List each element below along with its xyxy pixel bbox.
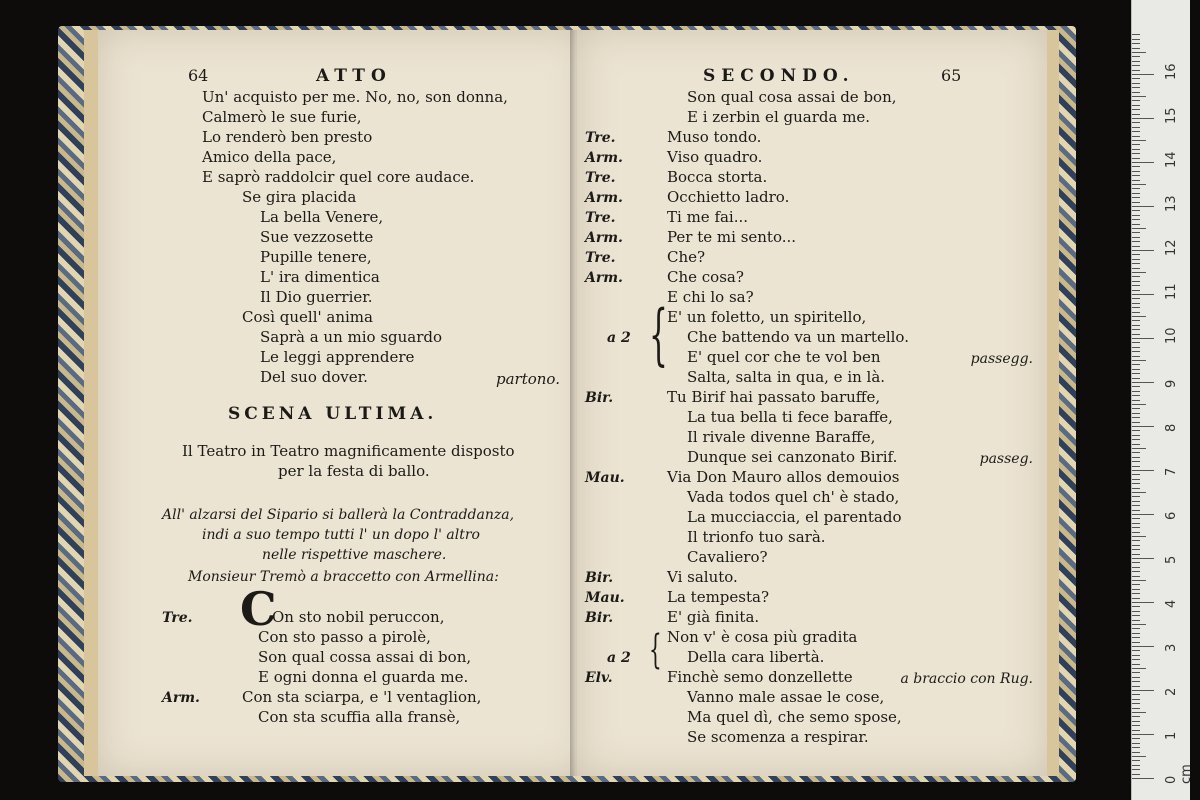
ruler-tick <box>1132 78 1140 79</box>
ruler-number: 16 <box>1164 63 1179 80</box>
ruler-tick <box>1132 422 1140 423</box>
ruler-tick <box>1132 342 1140 343</box>
ruler-tick <box>1132 738 1140 739</box>
dialogue-line: Occhietto ladro. <box>667 188 790 206</box>
ruler-tick <box>1132 83 1140 84</box>
ruler-tick <box>1132 136 1140 137</box>
ruler-tick <box>1132 281 1140 282</box>
ruler-tick <box>1132 338 1154 339</box>
ruler-tick <box>1132 378 1140 379</box>
ruler-tick <box>1132 677 1140 678</box>
ruler-tick <box>1132 263 1140 264</box>
dialogue-line: Bocca storta. <box>667 168 768 186</box>
ruler-tick <box>1132 122 1140 123</box>
ruler-tick <box>1132 642 1140 643</box>
ruler-tick <box>1132 650 1140 651</box>
ruler-tick <box>1132 426 1154 427</box>
ruler-tick <box>1132 153 1140 154</box>
ruler-tick <box>1132 43 1140 44</box>
ruler-tick <box>1132 303 1140 304</box>
ruler-tick <box>1132 479 1140 480</box>
ruler-tick <box>1132 386 1140 387</box>
ruler-tick <box>1132 655 1140 656</box>
ruler-tick <box>1132 241 1140 242</box>
ruler-tick <box>1132 206 1154 207</box>
ruler-tick <box>1132 52 1146 53</box>
dialogue-line: La tua bella ti fece baraffe, <box>687 408 893 426</box>
ruler-tick <box>1132 637 1140 638</box>
ruler-tick <box>1132 615 1140 616</box>
ruler-tick <box>1132 668 1146 669</box>
stage-direction: Monsieur Tremò a braccetto con Armellina: <box>188 569 499 585</box>
dialogue-line: Non v' è cosa più gradita <box>667 628 858 646</box>
ruler-tick <box>1132 584 1140 585</box>
aria-line: Le leggi apprendere <box>260 348 415 366</box>
dialogue-line: Viso quadro. <box>667 148 763 166</box>
dialogue-line: E' quel cor che te vol ben <box>687 348 881 366</box>
ruler-tick <box>1132 312 1140 313</box>
ruler-tick <box>1132 444 1140 445</box>
ruler-tick <box>1132 329 1140 330</box>
dialogue-line: Con sto passo a pirolè, <box>258 628 431 646</box>
ruler-tick <box>1132 747 1140 748</box>
ruler-tick <box>1132 712 1146 713</box>
ruler-tick <box>1132 360 1146 361</box>
dialogue-line: Ma quel dì, che semo spose, <box>687 708 902 726</box>
ruler-tick <box>1132 448 1146 449</box>
ruler-tick <box>1132 158 1140 159</box>
ruler-tick <box>1132 778 1154 779</box>
dialogue-line: Il rivale divenne Baraffe, <box>687 428 876 446</box>
ruler-number: 15 <box>1164 107 1179 124</box>
ruler-tick <box>1132 382 1154 383</box>
dialogue-line: Dunque sei canzonato Birif. <box>687 448 898 466</box>
dialogue-line: Tu Birif hai passato baruffe, <box>667 388 881 406</box>
ruler-tick <box>1132 56 1140 57</box>
dialogue-line: E' già finita. <box>667 608 760 626</box>
aria-line: Del suo dover. <box>260 368 368 386</box>
ruler-tick <box>1132 439 1140 440</box>
ruler-tick <box>1132 536 1146 537</box>
dialogue-line: La mucciaccia, el parentado <box>687 508 902 526</box>
ruler-tick <box>1132 501 1140 502</box>
dialogue-line: Della cara libertà. <box>687 648 825 666</box>
ruler-tick <box>1132 620 1140 621</box>
ruler-tick <box>1132 769 1140 770</box>
ruler-tick <box>1132 210 1140 211</box>
ruler-tick <box>1132 430 1140 431</box>
speaker-label: Bir. <box>585 610 614 626</box>
ruler-number: 14 <box>1164 151 1179 168</box>
ruler-tick <box>1132 598 1140 599</box>
ruler-tick <box>1132 180 1140 181</box>
speaker-label: Tre. <box>585 170 616 186</box>
dialogue-line: Il trionfo tuo sarà. <box>687 528 826 546</box>
ruler-tick <box>1132 488 1140 489</box>
ruler-tick <box>1132 188 1140 189</box>
ruler-tick <box>1132 593 1140 594</box>
ruler-tick <box>1132 611 1140 612</box>
speaker-label: Bir. <box>585 390 614 406</box>
stage-direction: All' alzarsi del Sipario si ballerà la Contraddanza, <box>162 507 515 523</box>
aria-line: Sue vezzosette <box>260 228 374 246</box>
speaker-label: Tre. <box>585 130 616 146</box>
ruler-tick <box>1132 496 1140 497</box>
ruler-tick <box>1132 48 1140 49</box>
ruler-tick <box>1132 246 1140 247</box>
ruler-tick <box>1132 703 1140 704</box>
ruler-number: 11 <box>1164 283 1179 300</box>
ruler-tick <box>1132 105 1140 106</box>
ruler-tick <box>1132 474 1140 475</box>
dialogue-line: Vi saluto. <box>667 568 738 586</box>
ruler-tick <box>1132 391 1140 392</box>
ruler-tick <box>1132 202 1140 203</box>
dialogue-line: E ogni donna el guarda me. <box>258 668 469 686</box>
ruler-tick <box>1132 417 1140 418</box>
verse-line: Lo renderò ben presto <box>202 128 373 146</box>
ruler-number: 4 <box>1164 599 1179 608</box>
ruler-tick <box>1132 518 1140 519</box>
ruler-tick <box>1132 540 1140 541</box>
scene-description: Il Teatro in Teatro magnificamente disposto <box>182 442 515 460</box>
ruler-tick <box>1132 39 1140 40</box>
stage-note: passegg. <box>970 351 1033 367</box>
scene-title: SCENA ULTIMA. <box>228 404 438 424</box>
ruler-tick <box>1132 61 1140 62</box>
speaker-label: Arm. <box>585 270 623 286</box>
ruler-tick <box>1132 743 1140 744</box>
stage-direction: indi a suo tempo tutti l' un dopo l' altro <box>202 527 480 543</box>
ruler-tick <box>1132 356 1140 357</box>
ruler-tick <box>1132 602 1154 603</box>
ruler-tick <box>1132 554 1140 555</box>
speaker-label: Arm. <box>585 190 623 206</box>
ruler-tick <box>1132 721 1140 722</box>
ruler-tick <box>1132 92 1140 93</box>
speaker-label: Arm. <box>585 230 623 246</box>
stage-note: passeg. <box>979 451 1033 467</box>
speaker-label: Arm. <box>585 150 623 166</box>
dialogue-line: Son qual cosa assai de bon, <box>687 88 897 106</box>
ruler-tick <box>1132 435 1140 436</box>
ruler-number: 10 <box>1164 327 1179 344</box>
ruler-tick <box>1132 404 1146 405</box>
dialogue-line: E i zerbin el guarda me. <box>687 108 871 126</box>
ruler-tick <box>1132 171 1140 172</box>
ruler-number: 13 <box>1164 195 1179 212</box>
ruler-tick <box>1132 532 1140 533</box>
page-number: 64 <box>188 66 209 85</box>
ruler-tick <box>1132 87 1140 88</box>
ruler-tick <box>1132 184 1146 185</box>
ruler-number: 7 <box>1164 467 1179 476</box>
verse-line: Calmerò le sue furie, <box>202 108 362 126</box>
ruler-tick <box>1132 298 1140 299</box>
dialogue-line: La tempesta? <box>667 588 769 606</box>
ruler-tick <box>1132 74 1154 75</box>
dialogue-line: Salta, salta in qua, e in là. <box>687 368 886 386</box>
ruler-number: 9 <box>1164 379 1179 388</box>
ruler-tick <box>1132 294 1154 295</box>
ruler-number: 8 <box>1164 423 1179 432</box>
dialogue-line: Son qual cossa assai di bon, <box>258 648 472 666</box>
aria-line: Se gira placida <box>242 188 357 206</box>
ruler-tick <box>1132 109 1140 110</box>
aria-line: Il Dio guerrier. <box>260 288 373 306</box>
left-page <box>84 30 588 776</box>
ruler-tick <box>1132 228 1146 229</box>
ruler-tick <box>1132 505 1140 506</box>
dialogue-line: Cavaliero? <box>687 548 768 566</box>
ruler-tick <box>1132 545 1140 546</box>
ruler-tick <box>1132 118 1154 119</box>
drop-cap: C <box>240 582 277 636</box>
ruler-tick <box>1132 646 1154 647</box>
ruler-tick <box>1132 659 1140 660</box>
page-number: 65 <box>941 66 962 85</box>
speaker-label: Tre. <box>585 250 616 266</box>
ruler-tick <box>1132 259 1140 260</box>
ruler-tick <box>1132 268 1140 269</box>
ruler-tick <box>1132 334 1140 335</box>
ruler-tick <box>1132 395 1140 396</box>
ruler-tick <box>1132 756 1146 757</box>
ruler-tick <box>1132 716 1140 717</box>
dialogue-line: Vanno male assae le cose, <box>687 688 885 706</box>
ruler-tick <box>1132 285 1140 286</box>
dialogue-line: Che battendo va un martello. <box>687 328 909 346</box>
ruler-tick <box>1132 457 1140 458</box>
ruler-tick <box>1132 606 1140 607</box>
ruler-tick <box>1132 197 1140 198</box>
brace-symbol: { <box>649 296 668 373</box>
exit-note: partono. <box>496 370 560 388</box>
ruler-tick <box>1132 664 1140 665</box>
ruler-tick <box>1132 470 1154 471</box>
ruler-tick <box>1132 734 1154 735</box>
aria-line: Saprà a un mio sguardo <box>260 328 443 346</box>
measuring-ruler <box>1131 0 1194 800</box>
ruler-tick <box>1132 127 1140 128</box>
ruler-tick <box>1132 774 1140 775</box>
dialogue-line: Ti me fai... <box>667 208 749 226</box>
speaker-label: Mau. <box>585 590 625 606</box>
ruler-tick <box>1132 681 1140 682</box>
dialogue-line: Con sta sciarpa, e 'l ventaglion, <box>242 688 482 706</box>
right-page <box>577 30 1059 776</box>
ruler-tick <box>1132 527 1140 528</box>
ruler-tick <box>1132 400 1140 401</box>
ruler-tick <box>1132 628 1140 629</box>
ruler-tick <box>1132 237 1140 238</box>
dialogue-line: Che cosa? <box>667 268 744 286</box>
speaker-label: a 2 <box>607 650 631 666</box>
ruler-tick <box>1132 690 1154 691</box>
ruler-tick <box>1132 290 1140 291</box>
speaker-label: Tre. <box>162 610 193 626</box>
speaker-label: a 2 <box>607 330 631 346</box>
verse-line: Amico della pace, <box>202 148 337 166</box>
verse-line: E saprò raddolcir quel core audace. <box>202 168 475 186</box>
aria-line: L' ira dimentica <box>260 268 380 286</box>
ruler-tick <box>1132 254 1140 255</box>
ruler-tick <box>1132 96 1146 97</box>
dialogue-line: E chi lo sa? <box>667 288 754 306</box>
ruler-tick <box>1132 347 1140 348</box>
running-header: ATTO <box>316 66 392 86</box>
aria-line: Così quell' anima <box>242 308 373 326</box>
ruler-tick <box>1132 408 1140 409</box>
ruler-tick <box>1132 215 1140 216</box>
ruler-tick <box>1132 70 1140 71</box>
ruler-tick <box>1132 276 1140 277</box>
ruler-tick <box>1132 686 1140 687</box>
ruler-tick <box>1132 140 1146 141</box>
ruler-tick <box>1132 65 1140 66</box>
dialogue-line: Con sta scuffia alla fransè, <box>258 708 461 726</box>
ruler-tick <box>1132 272 1146 273</box>
ruler-tick <box>1132 219 1140 220</box>
ruler-tick <box>1132 144 1140 145</box>
ruler-tick <box>1132 672 1140 673</box>
ruler-tick <box>1132 510 1140 511</box>
ruler-tick <box>1132 316 1146 317</box>
ruler-number: 5 <box>1164 555 1179 564</box>
ruler-tick <box>1132 131 1140 132</box>
ruler-number: 3 <box>1164 643 1179 652</box>
ruler-number: 0 cm <box>1164 764 1194 784</box>
ruler-tick <box>1132 576 1140 577</box>
speaker-label: Elv. <box>585 670 613 686</box>
dialogue-line: Muso tondo. <box>667 128 762 146</box>
ruler-tick <box>1132 162 1154 163</box>
ruler-tick <box>1132 589 1140 590</box>
ruler-tick <box>1132 373 1140 374</box>
ruler-tick <box>1132 100 1140 101</box>
speaker-label: Arm. <box>162 690 200 706</box>
ruler-tick <box>1132 114 1140 115</box>
dialogue-line: Via Don Mauro allos demouios <box>667 468 900 486</box>
scene-description: per la festa di ballo. <box>278 462 430 480</box>
ruler-tick <box>1132 730 1140 731</box>
ruler-number: 6 <box>1164 511 1179 520</box>
ruler-tick <box>1132 725 1140 726</box>
ruler-tick <box>1132 760 1140 761</box>
speaker-label: Tre. <box>585 210 616 226</box>
running-header: SECONDO. <box>703 66 855 86</box>
ruler-tick <box>1132 369 1140 370</box>
ruler-tick <box>1132 250 1154 251</box>
ruler-tick <box>1132 765 1140 766</box>
ruler-tick <box>1132 34 1140 35</box>
ruler-tick <box>1132 633 1140 634</box>
stage-direction: nelle rispettive maschere. <box>262 547 447 563</box>
brace-symbol: { <box>649 627 662 673</box>
ruler-number: 12 <box>1164 239 1179 256</box>
ruler-tick <box>1132 752 1140 753</box>
ruler-tick <box>1132 624 1146 625</box>
dialogue-line: Vada todos quel ch' è stado, <box>687 488 900 506</box>
ruler-tick <box>1132 193 1140 194</box>
ruler-tick <box>1132 325 1140 326</box>
ruler-tick <box>1132 320 1140 321</box>
verse-line: Un' acquisto per me. No, no, son donna, <box>202 88 508 106</box>
ruler-tick <box>1132 571 1140 572</box>
ruler-tick <box>1132 514 1154 515</box>
ruler-tick <box>1132 232 1140 233</box>
ruler-tick <box>1132 558 1154 559</box>
aria-line: Pupille tenere, <box>260 248 372 266</box>
ruler-tick <box>1132 699 1140 700</box>
ruler-tick <box>1132 580 1146 581</box>
dialogue-line: Che? <box>667 248 706 266</box>
dialogue-line: Finchè semo donzellette <box>667 668 853 686</box>
ruler-tick <box>1132 413 1140 414</box>
dialogue-line: Se scomenza a respirar. <box>687 728 869 746</box>
ruler-tick <box>1132 549 1140 550</box>
ruler-tick <box>1132 483 1140 484</box>
dialogue-line: On sto nobil peruccon, <box>272 608 445 626</box>
ruler-tick <box>1132 694 1140 695</box>
ruler-tick <box>1132 166 1140 167</box>
stage-note: a braccio con Rug. <box>900 671 1033 687</box>
ruler-tick <box>1132 466 1140 467</box>
speaker-label: Bir. <box>585 570 614 586</box>
ruler-tick <box>1132 149 1140 150</box>
ruler-tick <box>1132 452 1140 453</box>
speaker-label: Mau. <box>585 470 625 486</box>
ruler-tick <box>1132 175 1140 176</box>
ruler-tick <box>1132 492 1146 493</box>
ruler-number: 2 <box>1164 687 1179 696</box>
ruler-number: 1 <box>1164 731 1179 740</box>
ruler-tick <box>1132 364 1140 365</box>
ruler-tick <box>1132 307 1140 308</box>
dialogue-line: E' un foletto, un spiritello, <box>667 308 867 326</box>
ruler-tick <box>1132 523 1140 524</box>
ruler-tick <box>1132 461 1140 462</box>
ruler-tick <box>1132 567 1140 568</box>
dialogue-line: Per te mi sento... <box>667 228 797 246</box>
ruler-tick <box>1132 708 1140 709</box>
ruler-tick <box>1132 562 1140 563</box>
aria-line: La bella Venere, <box>260 208 384 226</box>
ruler-tick <box>1132 351 1140 352</box>
ruler-tick <box>1132 224 1140 225</box>
